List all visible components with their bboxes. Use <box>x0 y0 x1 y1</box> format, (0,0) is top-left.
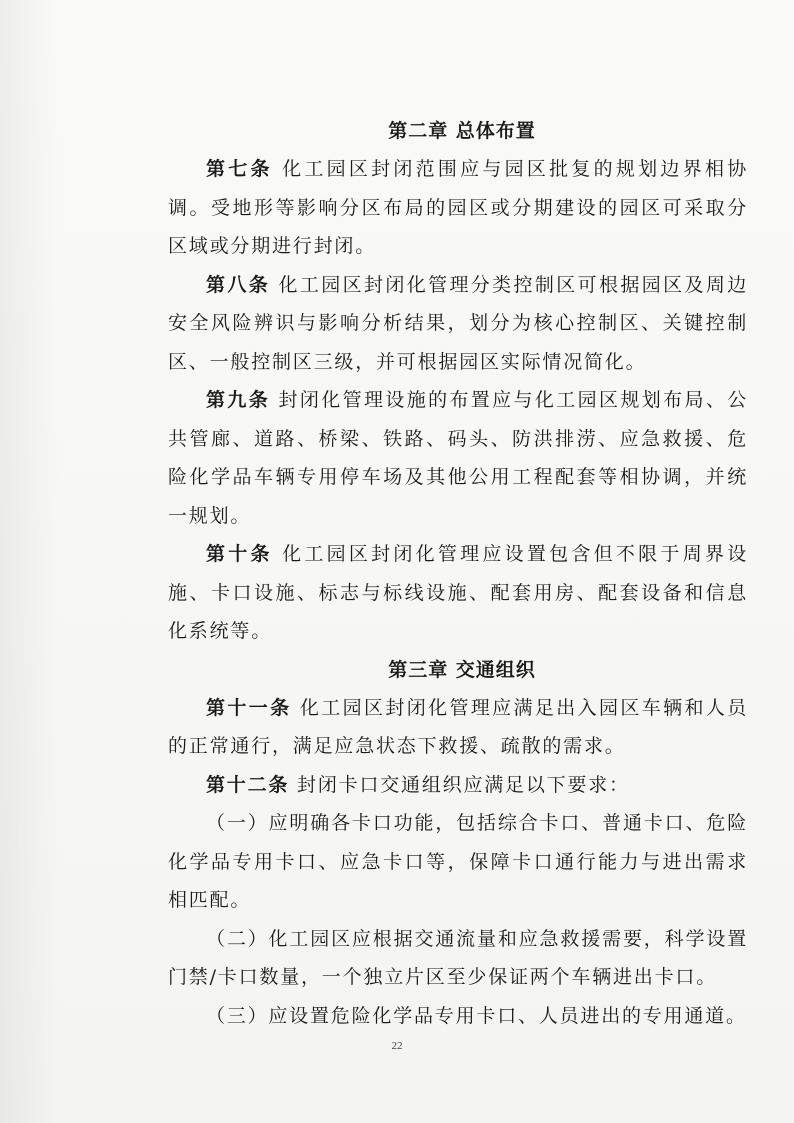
scan-shadow <box>0 0 60 1123</box>
article-7 <box>168 150 748 266</box>
article-text: 化工园区封闭范围应与园区批复的规划边界相协调。受地形等影响分区布局的园区或分期建设的园区可采取分区域或分期进行封闭。 <box>168 158 749 257</box>
article-label: 第九条 <box>206 389 271 411</box>
chapter-2-heading: 第二章 总体布置 <box>388 120 536 142</box>
article-8 <box>168 266 748 382</box>
document-body <box>168 112 748 1035</box>
article-10 <box>168 535 748 651</box>
article-text: 化工园区封闭化管理应满足出入园区车辆和人员的正常通行，满足应急状态下救援、疏散的需求。 <box>168 696 749 757</box>
article-label: 第十二条 <box>206 773 290 796</box>
article-12-item-1: （一）应明确各卡口功能，包括综合卡口、普通卡口、危险化学品专用卡口、应急卡口等，保障卡口通行能力与进出需求相匹配。 <box>168 812 748 911</box>
article-label: 第十条 <box>206 543 273 565</box>
article-label: 第十一条 <box>206 696 292 719</box>
article-text: 封闭化管理设施的布置应与化工园区规划布局、公共管廊、道路、桥梁、铁路、码头、防洪排涝、应急救援、危险化学品车辆专用停车场及其他公用工程配套等相协调，并统一规划。 <box>168 389 748 527</box>
article-12 <box>168 766 748 805</box>
chapter-3-heading: 第三章 交通组织 <box>388 658 536 681</box>
article-12-item-2: （二）化工园区应根据交通流量和应急救援需要，科学设置门禁/卡口数量，一个独立片区至少保证两个车辆进出卡口。 <box>168 927 748 988</box>
article-text: 化工园区封闭化管理应设置包含但不限于周界设施、卡口设施、标志与标线设施、配套用房、配套设备和信息化系统等。 <box>168 543 749 642</box>
article-11 <box>168 689 748 766</box>
article-text: 化工园区封闭化管理分类控制区可根据园区及周边安全风险辨识与影响分析结果，划分为核心控制区、关键控制区、一般控制区三级，并可根据园区实际情况简化。 <box>168 273 748 373</box>
article-9 <box>168 381 748 535</box>
article-label: 第八条 <box>206 273 271 296</box>
article-label: 第七条 <box>206 158 273 180</box>
article-12-item-3: （三）应设置危险化学品专用卡口、人员进出的专用通道。 <box>206 1004 747 1027</box>
article-text: 封闭卡口交通组织应满足以下要求： <box>289 773 630 796</box>
page-number: 22 <box>391 1040 403 1052</box>
